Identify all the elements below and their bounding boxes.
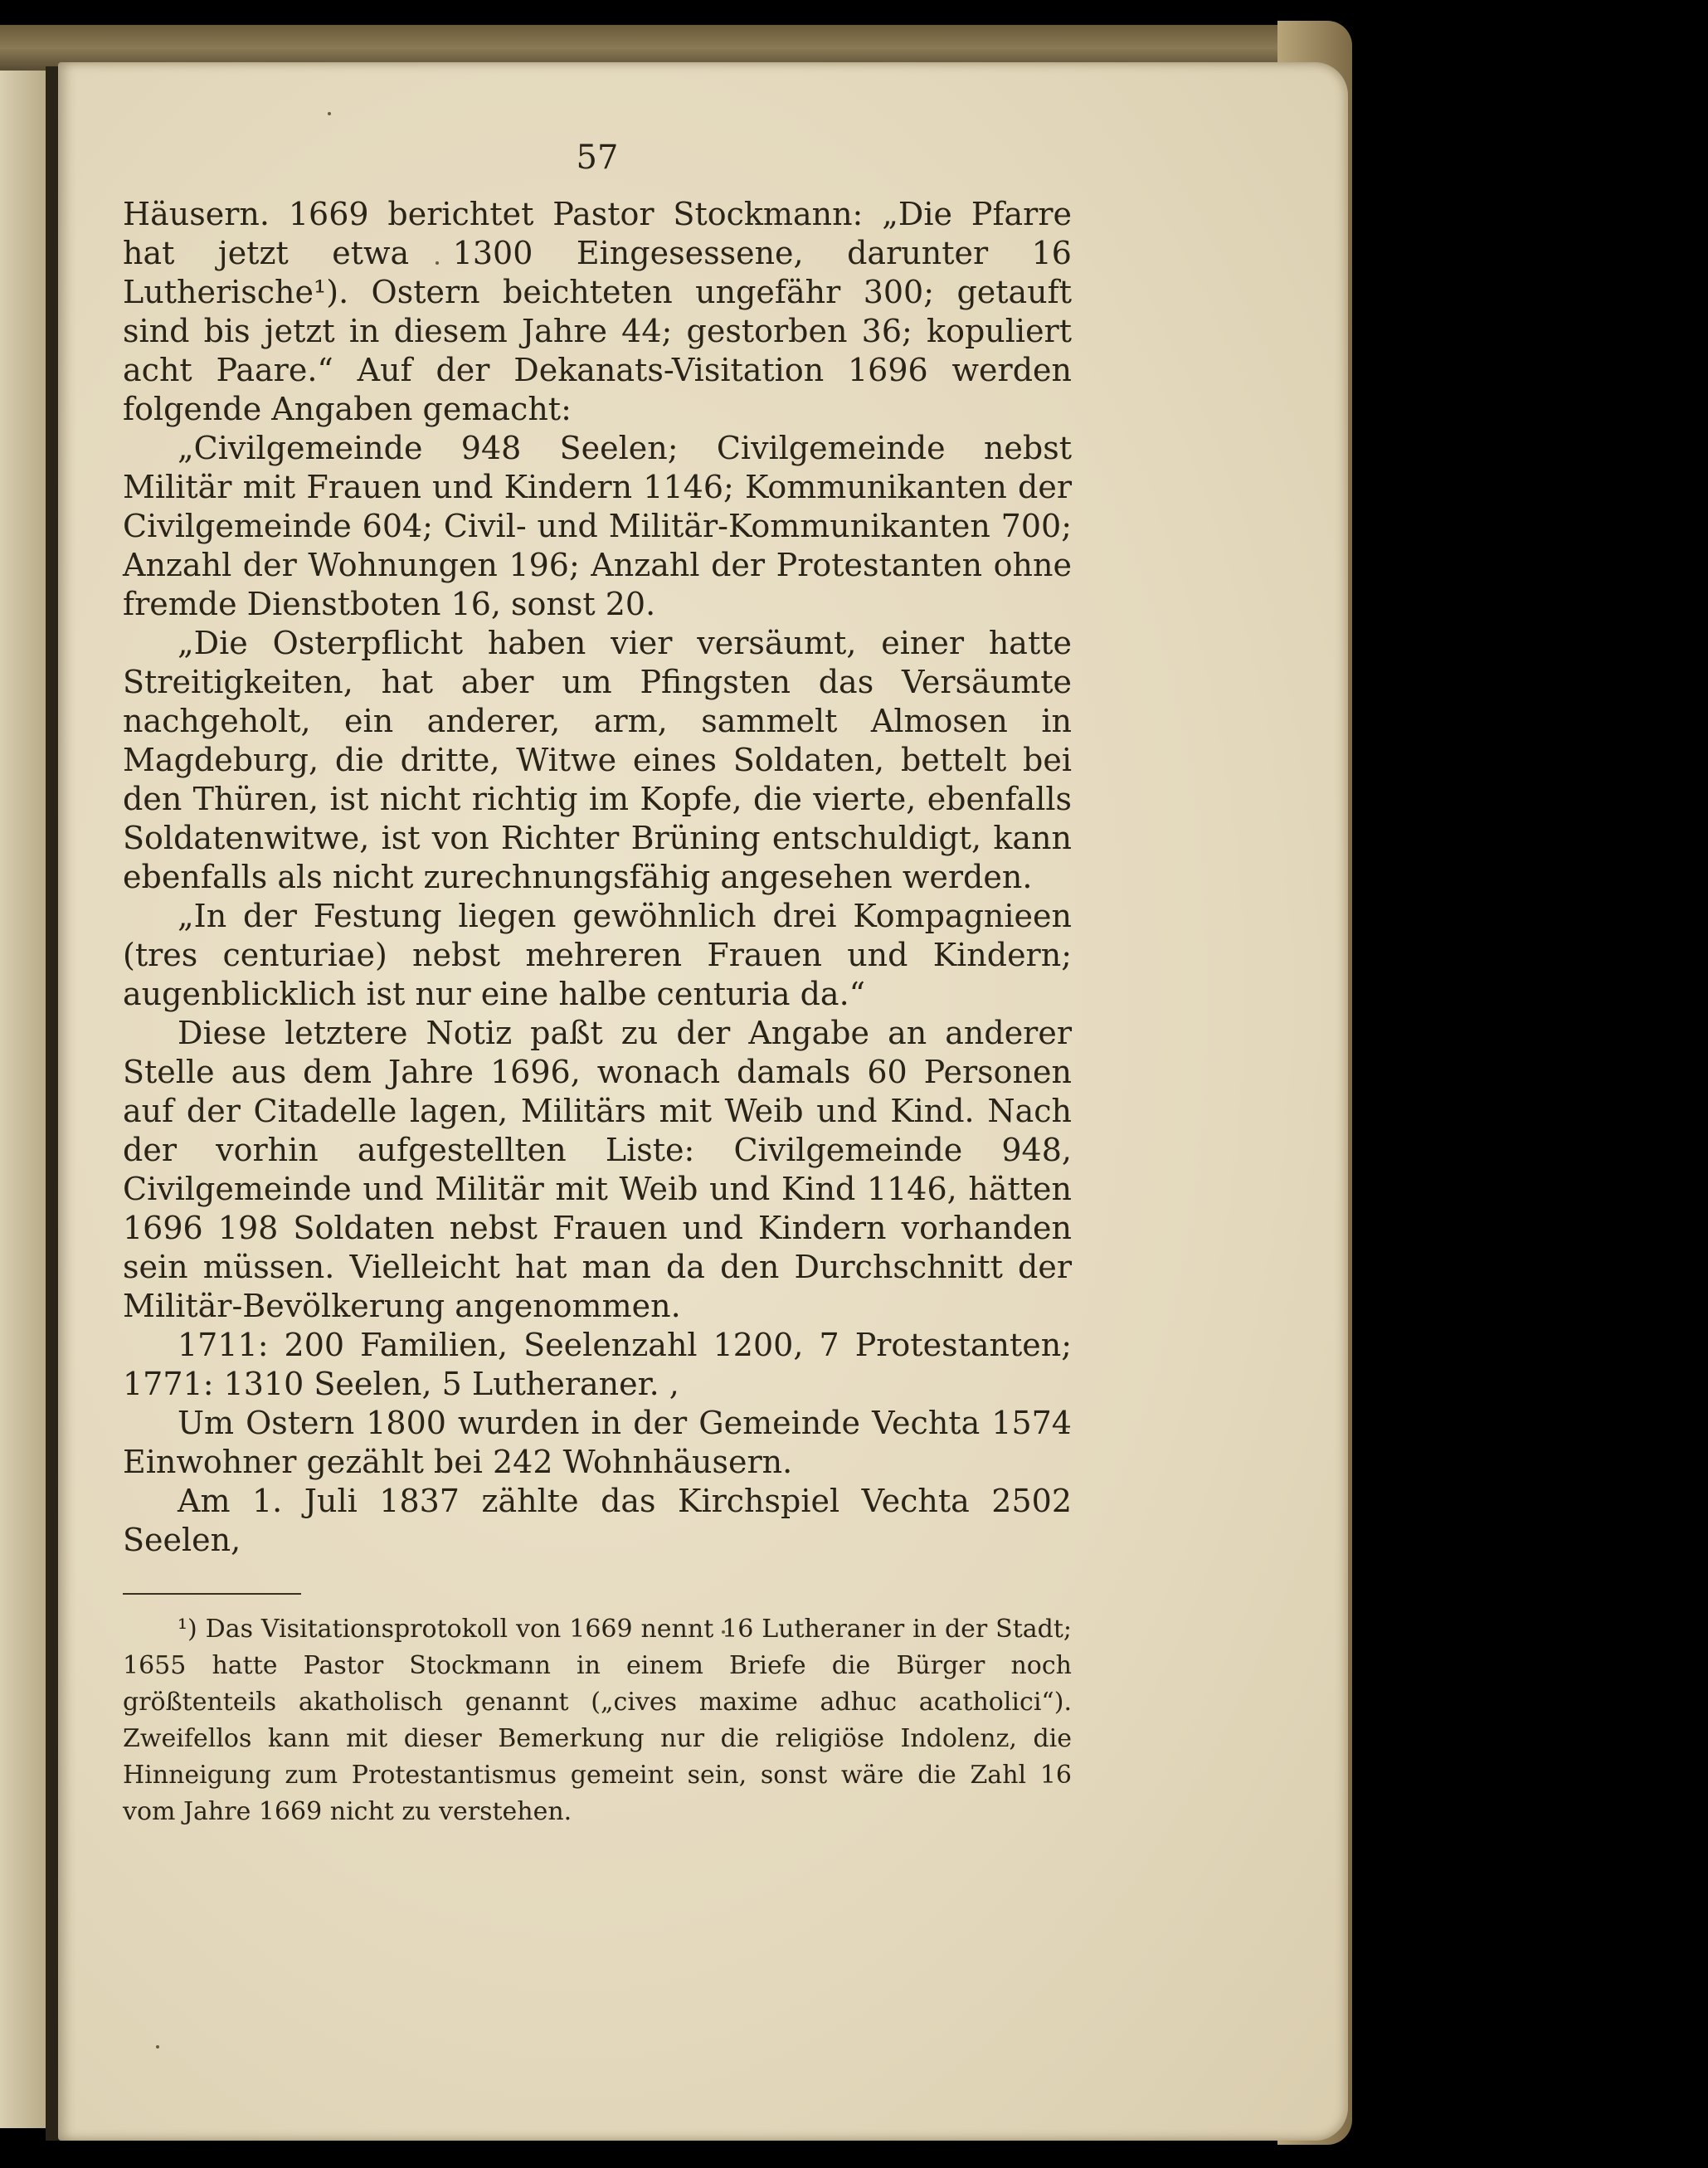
footnote [123, 1611, 1072, 1830]
paper-speck [156, 2045, 159, 2049]
paragraph-1: Häusern. 1669 berichtet Pastor Stockmann: „Die Pfarre hat jetzt etwa 1300 Eingesessene, darunter 16 Lutherische¹). Ostern beichteten ungefähr 300; getauft sind bis jetzt in diesem Jahre 44; gestorben 36; kopuliert acht Paare.“ Auf der Dekanats-Visitation 1696 werden folgende Angaben gemacht: [123, 196, 1072, 427]
paragraph-5: Diese letztere Notiz paßt zu der Angabe an anderer Stelle aus dem Jahre 1696, wonach damals 60 Personen auf der Citadelle lagen, Militärs mit Weib und Kind. Nach der vorhin aufgestellten Liste: Civilgemeinde 948, Civilgemeinde und Militär mit Weib und Kind 1146, hätten 1696 198 Soldaten nebst Frauen und Kindern vorhanden sein müssen. Vielleicht hat man da den Durchschnitt der Militär-Bevölkerung angenommen. [123, 1015, 1072, 1324]
footnote-marker: ¹) [178, 1615, 197, 1644]
left-page-edge [0, 71, 50, 2128]
paragraph-3: „Die Osterpflicht haben vier versäumt, einer hatte Streitigkeiten, hat aber um Pfingsten das Versäumte nachgeholt, ein anderer, arm, sammelt Almosen in Magdeburg, die dritte, Witwe eines Soldaten, bettelt bei den Thüren, ist nicht richtig im Kopfe, die vierte, ebenfalls Soldatenwitwe, ist von Richter Brüning entschuldigt, kann ebenfalls als nicht zurechnungsfähig angesehen werden. [123, 625, 1072, 895]
paragraph-2: „Civilgemeinde 948 Seelen; Civilgemeinde nebst Militär mit Frauen und Kindern 1146; Kommunikanten der Civilgemeinde 604; Civil- und Militär-Kommunikanten 700; Anzahl der Wohnungen 196; Anzahl der Protestanten ohne fremde Dienstboten 16, sonst 20. [123, 430, 1072, 622]
paper-speck [328, 112, 331, 115]
paragraph-4: „In der Festung liegen gewöhnlich drei Kompagnieen (tres centuriae) nebst mehreren Frauen und Kindern; augenblicklich ist nur eine halbe centuria da.“ [123, 898, 1072, 1012]
text-block [123, 137, 1072, 1830]
paragraph-7: Um Ostern 1800 wurden in der Gemeinde Vechta 1574 Einwohner gezählt bei 242 Wohnhäusern. [123, 1405, 1072, 1480]
footnote-text: Das Visitationsprotokoll von 1669 nennt 16 Lutheraner in der Stadt; 1655 hatte Pastor Stockmann in einem Briefe die Bürger noch größtenteils akatholisch genannt („cives maxime adhuc acatholici“). Zweifellos kann mit dieser Bemerkung nur die religiöse Indolenz, die Hinneigung zum Protestantismus gemeint sein, sonst wäre die Zahl 16 vom Jahre 1669 nicht zu verstehen. [123, 1615, 1072, 1826]
paragraph-8: Am 1. Juli 1837 zählte das Kirchspiel Vechta 2502 Seelen, [123, 1483, 1072, 1558]
page-number: 57 [576, 139, 619, 177]
footnote-rule [123, 1593, 301, 1595]
paragraph-6: 1711: 200 Familien, Seelenzahl 1200, 7 Protestanten; 1771: 1310 Seelen, 5 Lutheraner. , [123, 1327, 1072, 1402]
